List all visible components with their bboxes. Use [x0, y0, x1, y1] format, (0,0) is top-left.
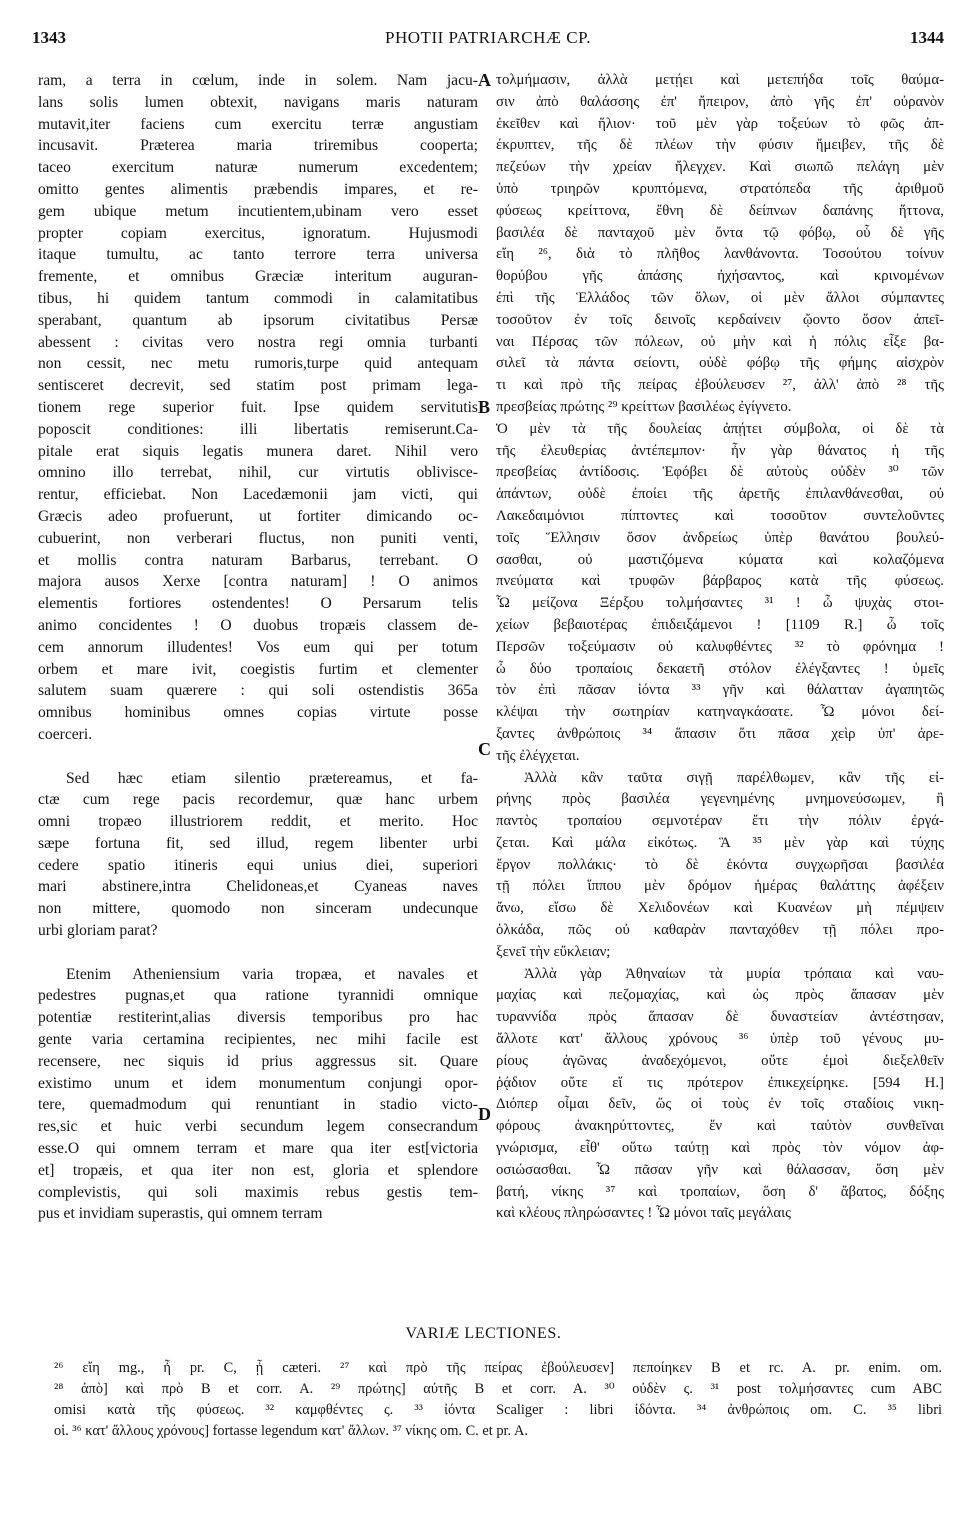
greek-text-line: ρήνης πρὸς βασιλέα γεγενημένης μνημονεύσωμεν, ἣ	[496, 791, 944, 808]
greek-text-line: έκρυπτεν, τῆς δὲ πλέων τὴν φύσιν ἤμειβεν, τῆς δὲ	[496, 137, 944, 154]
latin-text-line: urbi gloriam parat?	[38, 922, 158, 940]
latin-text-line: lans solis lumen obtexit, navigans maris naturam	[38, 93, 478, 111]
greek-text-line: ἐπὶ τῆς Ἑλλάδος τῶν ὅλων, οἱ μὲν ἄλλοι σύμπαντες	[496, 289, 944, 306]
page-header	[32, 28, 944, 58]
page-number-right: 1344	[910, 28, 944, 47]
greek-text-line: μαχίας καὶ πεζομαχίας, καὶ ὡς πρὸς ἅπασαν μὲν	[496, 987, 944, 1004]
latin-text-line: coerceri.	[38, 725, 93, 743]
greek-text-line: τι καὶ πρὸ τῆς πείρας ἐβούλευσεν ²⁷, ἀλλ' ἀπὸ ²⁸ τῆς	[496, 377, 944, 394]
latin-text-line: non mittere, quomodo non sinceram undecunque	[38, 900, 478, 918]
paragraph-gap	[38, 746, 478, 768]
latin-text-line: ctæ cum rege pacis recordemur, quæ hanc urbem	[38, 791, 478, 809]
greek-text-line: χείων βεβαιοτέρας ἐπιδειξάμενοι ! [1109 R.] ὦ τοῖς	[496, 616, 944, 633]
greek-text-line: ἐκεῖθεν καὶ ἥλιον· τοῦ μὲν γὰρ τοξεύων τὸ φῶς ἀπ-	[496, 115, 944, 132]
greek-text-line: καὶ κλέους πληρώσαντες ! Ὦ μόνοι ταῖς μεγάλαις	[496, 1205, 792, 1222]
greek-text-line: πρεσβείας ἀντίδοσις. Ἐφόβει δὲ αὐτοὺς οὐδὲν ³⁰ τῶν	[496, 464, 944, 481]
latin-text-line: tibus, hi quidem tantum commodi in calamitatibus	[38, 289, 478, 307]
greek-text-line: Περσῶν τοξεύμασιν οὐ καλυφθέντες ³² τὸ φρόνημα !	[496, 638, 944, 655]
latin-text-line: mari abstinere,intra Chelidoneas,et Cyaneas naves	[38, 878, 478, 896]
margin-letter-b: B	[478, 397, 491, 417]
latin-text-line: pus et invidiam superastis, qui omnem terram	[38, 1205, 323, 1223]
greek-text-line: Ἀλλὰ γὰρ Ἀθηναίων τὰ μυρία τρόπαια καὶ ναυ-	[524, 965, 944, 982]
greek-text-line: ἄνω, εἴσω δὲ Χελιδονέων καὶ Κυανέων μὴ πέμψειν	[496, 900, 944, 917]
greek-text-line: βατή, νίκης ³⁷ καὶ τροπαίων, ὅση δ' ἄβατος, δόξης	[496, 1183, 944, 1200]
greek-text-line: σασθαι, οὐ μαστιζόμενα κύματα καὶ κολαζόμενα	[496, 551, 944, 568]
variae-lectiones-line: οἱ. ³⁶ κατ' ἄλλους χρόνους] fortasse legendum κατ' ἄλλων. ³⁷ νίκης om. C. et pr. A.	[54, 1423, 528, 1439]
greek-text-line: σιν ἀπὸ θαλάσσης ἐπ' ἤπειρον, ἀπὸ γῆς ἐπ' οὐρανὸν	[496, 93, 944, 110]
latin-text-line: rentur, efficiebat. Non Lacedæmonii jam victi, qui	[38, 486, 478, 504]
greek-text-line: τοσοῦτον ἐν τοῖς δεινοῖς κερδαίνειν ᾤοντο ὅσον ἀπεῖ-	[496, 311, 944, 328]
greek-text-line: τολμήμασιν, ἀλλὰ μετῄει καὶ μετεπήδα τοῖς θαύμα-	[496, 72, 944, 88]
greek-text-line: θορύβου γῆς ἁπάσης ἠχήσαντος, καὶ κρινομένων	[496, 268, 944, 285]
variae-lectiones-line: omisi κατὰ τῆς φύσεως. ³² καμφθέντες ς. ³³ ἰόντα Scaliger : libri ἰδόντα. ³⁴ ἀνθρώποις om. C. ³⁵ libri	[54, 1402, 942, 1418]
latin-text-line: animo concidentes ! O duobus tropæis classem de-	[38, 616, 478, 634]
latin-text-line: sentisceret decrevit, sed statim post primam lega-	[38, 377, 478, 395]
greek-text-line: φόρους ἀνακηρύττοντες, ἕν καὶ ταὐτὸν συνθεῖναι	[496, 1118, 944, 1135]
greek-text-line: βασιλέα δὲ πανταχοῦ μὲν ὄντα τῷ φόβῳ, οὗ δὲ γῆς	[496, 224, 944, 241]
greek-text-line: ρίους ἀγῶνας ἀναδεχόμενοι, οὔτε ἐμοὶ διεξελθεῖν	[496, 1052, 944, 1069]
page-number-left: 1343	[32, 28, 66, 47]
greek-text-line: ζεται. Καὶ μάλα εἰκότως. Ἃ ³⁵ μὲν γὰρ καὶ τύχης	[496, 834, 944, 851]
greek-text-line: τυραννίδα πρὸς ἅπασαν δὲ δυναστείαν ἀντέστησαν,	[496, 1009, 944, 1026]
latin-text-line: elementis fortiores ostendentes! O Persarum telis	[38, 595, 478, 613]
greek-text-line: οσιώσασθαι. Ὦ πᾶσαν γῆν καὶ θάλασσαν, ὅση μὲν	[496, 1161, 944, 1178]
greek-text-line: ῥᾴδιον οὔτε εἴ τις πρότερον ἐπικεχείρηκε. [594 H.]	[496, 1074, 944, 1091]
paragraph-gap	[38, 942, 478, 964]
greek-text-line: Διόπερ οἶμαι δεῖν, ὥς οἱ τοὺς ἐν τοῖς σταδίοις νικη-	[496, 1096, 944, 1113]
greek-text-line: ξενεῖ τὴν εὔκλειαν;	[496, 943, 611, 960]
latin-text-line: sæpe fortuna fit, sed illud, regem libenter urbi	[38, 834, 478, 852]
greek-text-line: ὁλκάδα, πῶς οὐ καθαρὰν πανταχόθεν τῇ πόλει προ-	[496, 922, 944, 939]
latin-text-line: recensere, nec siquis id prius aggressus sit. Quare	[38, 1052, 478, 1070]
greek-text-line: Ἀλλὰ κἂν ταῦτα σιγῇ παρέλθωμεν, κἂν τῆς εἰ-	[524, 769, 944, 786]
variae-lectiones-line: ²⁶ εἴη mg., ἦ pr. C, ᾖ cæteri. ²⁷ καὶ πρὸ τῆς πείρας ἐβούλευσεν] πεποίηκεν B et rc. A. pr. enim. om.	[54, 1360, 942, 1376]
latin-text-line: cedere spatio itineris equi unius diei, superiori	[38, 856, 478, 874]
greek-text-line: Λακεδαιμόνιοι πίπτοντες καὶ τοσοῦτον συντελοῦντες	[496, 507, 944, 524]
latin-text-line: propter copiam exercitus, ignoratum. Hujusmodi	[38, 224, 478, 242]
latin-text-line: non cessit, nec metu rumoris,turpe quid antequam	[38, 355, 478, 373]
greek-text-line: κλέψαι τὴν σωτηρίαν κατηναγκάσατε. Ὦ μόνοι δεί-	[496, 704, 944, 721]
latin-text-line: abessent : civitas vero nostra regi omnia turbanti	[38, 333, 478, 351]
latin-text-line: omitto gentes alimentis præbendis impares, et re-	[38, 180, 478, 198]
latin-text-line: omnibus hominibus omnes copias virtute posse	[38, 704, 478, 722]
greek-text-line: σιλεῖ τὰ πάντα σείοντι, οὐδὲ φόβῳ τῆς φήμης αἰσχρὸν	[496, 355, 944, 372]
greek-text-line: πνεύματα καὶ τρυφῶν βάρβαρος κατὰ τῆς φύσεως.	[496, 573, 944, 590]
greek-text-line: τῆς ἐλέγχεται.	[496, 747, 580, 764]
latin-text-line: poposcit conditiones: illi libertatis remiserunt.Ca-	[38, 420, 478, 438]
greek-text-line: τοῖς Ἕλλησιν ὅσον ἀνδρείως ὑπὲρ θανάτου βουλεύ-	[496, 529, 944, 546]
latin-text-line: mutavit,iter faciens cum exercitu terræ angustiam	[38, 115, 478, 133]
greek-text-line: ξαντες ἀνθρώποις ³⁴ ἅπασιν ὅτι πᾶσα χεὶρ ὑπ' ἀρε-	[496, 725, 944, 742]
greek-text-line: τῆς ἐλευθερίας ἀντέπεμπον· ἦν γὰρ θάνατος ἡ τῆς	[496, 442, 944, 459]
margin-letter-d: D	[478, 1104, 491, 1124]
latin-text-line: majora ausos Xerxe [contra naturam] ! O animos	[38, 573, 478, 591]
greek-text-line: ναι Πέρσας τῶν πόλεων, οὐ μὴν καὶ ἡ πόλις εἶξε βα-	[496, 333, 944, 350]
latin-text-line: incusavit. Præterea maria triremibus cooperta;	[38, 137, 478, 155]
greek-text-line: τῇ πόλει ἵππου μὲν δρόμον ἡμέρας θαλάττης ἀφέξειν	[496, 878, 944, 895]
latin-text-line: cubuerint, non verberari fluctus, non puniti venti,	[38, 529, 478, 547]
latin-text-line: potentiæ restiterint,alias diversis temporibus pro hac	[38, 1009, 478, 1027]
latin-column	[38, 70, 478, 1225]
greek-text-line: πεζεύων τὴν χρείαν ἤλεγχεν. Καὶ σιωπῶ πελάγη μὲν	[496, 159, 944, 176]
variae-lectiones-line: ²⁸ ἀπὸ] καὶ πρὸ B et corr. A. ²⁹ πρώτης] αὐτῆς B et corr. A. ³⁰ οὐδὲν ς. ³¹ post τολμήσαντες cum ABC	[54, 1381, 942, 1397]
latin-text-line: pitale erat siquis legatis munera daret. Nihil vero	[38, 442, 478, 460]
greek-text-line: ἔργον πολλάκις· τὸ δὲ ἑκόντα συγχωρῆσαι βασιλέα	[496, 856, 944, 873]
latin-text-line: tere, quemadmodum qui renuntiant in stadio victo-	[38, 1096, 478, 1114]
latin-text-line: salutem suam quærere : qui soli ostendistis 365a	[38, 682, 478, 700]
greek-text-line: φύσεως κρείττονα, ἔθνη δὲ δείπνων δαπάνης ἥττονα,	[496, 202, 944, 219]
latin-text-line: ram, a terra in cœlum, inde in solem. Nam jacu-	[38, 72, 478, 89]
greek-text-line: τὸν ἐπὶ πᾶσαν ἰόντα ³³ γῆν καὶ θάλατταν ἀγαπητῶς	[496, 682, 944, 699]
latin-text-line: cem annorum illudentes! Vos eum qui per totum	[38, 638, 478, 656]
latin-text-line: tionem rege superior fuit. Ipse quidem servitutis	[38, 398, 478, 416]
greek-text-line: Ὦ μείζονα Ξέρξου τολμήσαντες ³¹ ! ὦ ψυχὰς στοι-	[496, 595, 944, 612]
latin-text-line: Etenim Atheniensium varia tropæa, et navales et	[66, 965, 478, 983]
margin-letter-c: C	[478, 739, 491, 759]
latin-text-line: gem ubique metum incutientem,ubinam vero esset	[38, 202, 478, 220]
latin-text-line: res,sic et huic verbi secundum legem consecrandum	[38, 1118, 478, 1136]
latin-text-line: complevistis, qui soli maximis rebus gestis tem-	[38, 1183, 478, 1201]
variae-lectiones	[54, 1358, 942, 1442]
greek-text-line: Ὁ μὲν τὰ τῆς δουλείας ἀπῄτει σύμβολα, οἱ δὲ τὰ	[496, 420, 944, 437]
latin-text-line: et mollis contra naturam Barbarus, terrebant. O	[38, 551, 478, 569]
latin-text-line: existimo unum et idem monumentum conjungi opor-	[38, 1074, 478, 1092]
latin-text-line: omnino illo terrebat, nihil, cur virtutis oblivisce-	[38, 464, 478, 482]
greek-column	[496, 70, 944, 1225]
latin-text-line: taceo exercitum naturæ numerum excedentem;	[38, 159, 478, 177]
variae-lectiones-title: VARIÆ LECTIONES.	[405, 1325, 562, 1342]
latin-text-line: Græcis adeo profuerunt, ut fortiter dimicando oc-	[38, 507, 478, 525]
greek-text-line: παντὸς τροπαίου σεμνοτέραν ἔτι τὴν πόλιν ἐργά-	[496, 813, 944, 830]
greek-text-line: εἴη ²⁶, διὰ τὸ πλῆθος λανθάνοντα. Τοσούτου τοίνυν	[496, 246, 944, 263]
greek-text-line: ὦ δύο τροπαίοις δεκαετῆ στόλον ἐλέγξαντες ! ὑμεῖς	[496, 660, 944, 677]
running-title: PHOTII PATRIARCHÆ CP.	[385, 28, 591, 47]
latin-text-line: et] tropæis, et qua iter non est, gloria et splendore	[38, 1161, 478, 1179]
latin-text-line: orbem et mare ivit, coegistis furtim et clementer	[38, 660, 478, 678]
greek-text-line: πρεσβείας πρώτης ²⁹ κρείττων βασιλέως ἐγίγνετο.	[496, 398, 792, 415]
margin-letter-a: A	[478, 70, 491, 90]
latin-text-line: sperabant, quantum ab ipsorum civitatibus Persæ	[38, 311, 478, 329]
latin-text-line: fremente, et omnibus Græciæ interitum auguran-	[38, 268, 478, 286]
greek-text-line: ἁπάντων, οὐδὲ ἐποίει τῆς ἀρετῆς ἐπιλανθάνεσθαι, οὐ	[496, 486, 944, 503]
latin-text-line: omni tropæo illustriorem reddit, et merito. Hoc	[38, 813, 478, 831]
latin-text-line: itaque tumultu, ac tanto terrore terra universa	[38, 246, 478, 264]
latin-text-line: esse.O qui omnem terram et mare qua iter est[victoria	[38, 1140, 478, 1158]
greek-text-line: ἄλλοτε κατ' ἄλλους χρόνους ³⁶ ὑπὲρ τοῦ γένους μυ-	[496, 1031, 944, 1048]
greek-text-line: γνώρισμα, εἶθ' οὕτω ταύτῃ καὶ πρὸς τὸν νόμον ἀφ-	[496, 1140, 944, 1157]
latin-text-line: Sed hæc etiam silentio prætereamus, et fa-	[66, 769, 478, 787]
latin-text-line: gente varia certamina recipientes, nec mihi facile est	[38, 1031, 478, 1049]
latin-text-line: pedestres pugnas,et qua ratione tyrannidi omnique	[38, 987, 478, 1005]
greek-text-line: ὑπὸ τριηρῶν κρυπτόμενα, στρατόπεδα τῆς ἀριθμοῦ	[496, 180, 944, 197]
